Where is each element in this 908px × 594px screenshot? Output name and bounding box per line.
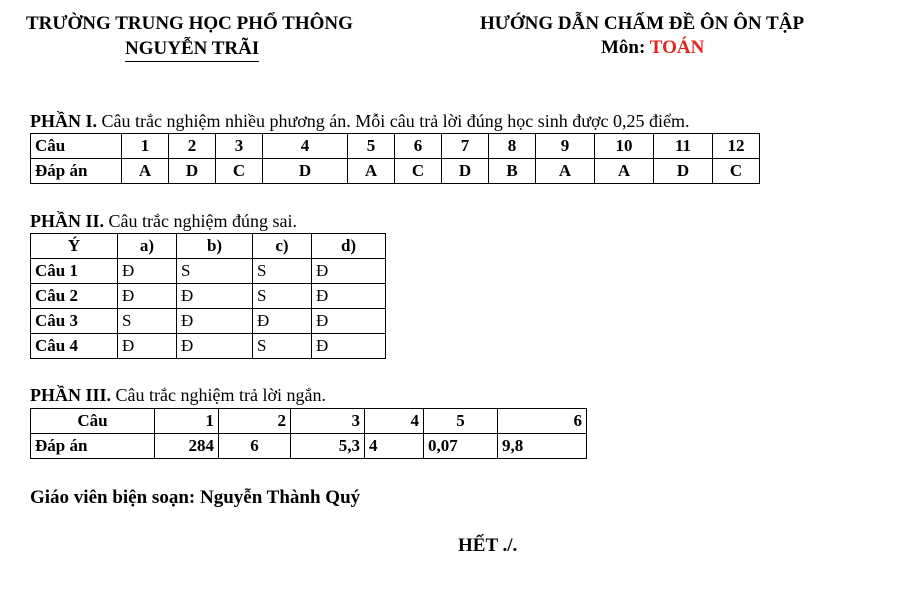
- part3-answer-cell: 5,3: [291, 434, 365, 459]
- part3-question-row: [31, 409, 587, 434]
- part1-question-number: 7: [442, 134, 489, 159]
- part2-row-label: Câu 1: [31, 259, 118, 284]
- part2-answer-table: [30, 233, 386, 359]
- part1-answer-cell: A: [536, 159, 595, 184]
- part3-answer-cell: 284: [155, 434, 219, 459]
- part1-answer-cell: C: [713, 159, 760, 184]
- part2-row: [31, 334, 386, 359]
- part2-cell: S: [253, 334, 312, 359]
- part2-cell: S: [253, 259, 312, 284]
- part2-row: [31, 259, 386, 284]
- part2-header-cell: d): [312, 234, 386, 259]
- part2-cell: Đ: [118, 259, 177, 284]
- part2-cell: Đ: [177, 309, 253, 334]
- document-title: HƯỚNG DẪN CHẤM ĐỀ ÔN ÔN TẬP: [480, 13, 805, 34]
- part2-cell: S: [253, 284, 312, 309]
- part1-answer-label: Đáp án: [31, 159, 122, 184]
- part1-heading: [30, 111, 689, 132]
- part1-question-number: 8: [489, 134, 536, 159]
- part2-cell: Đ: [253, 309, 312, 334]
- part1-answer-cell: D: [169, 159, 216, 184]
- part2-row-label: Câu 3: [31, 309, 118, 334]
- part1-answer-cell: A: [595, 159, 654, 184]
- part3-answer-cell: 9,8: [498, 434, 587, 459]
- part2-header-cell: b): [177, 234, 253, 259]
- part1-question-number: 1: [122, 134, 169, 159]
- part2-cell: Đ: [312, 309, 386, 334]
- end-mark: HẾT ./.: [458, 535, 518, 556]
- part1-question-label: Câu: [31, 134, 122, 159]
- part1-answer-cell: C: [395, 159, 442, 184]
- part3-question-number: 2: [219, 409, 291, 434]
- part2-cell: Đ: [177, 284, 253, 309]
- part3-answer-table: [30, 408, 587, 459]
- part3-heading: [30, 385, 326, 406]
- part2-title: PHẦN II.: [30, 211, 105, 231]
- part3-question-number: 5: [424, 409, 498, 434]
- part3-question-number: 3: [291, 409, 365, 434]
- part2-header-row: [31, 234, 386, 259]
- part1-answer-cell: A: [122, 159, 169, 184]
- part1-answer-cell: D: [263, 159, 348, 184]
- part1-question-number: 10: [595, 134, 654, 159]
- part2-row-label: Câu 2: [31, 284, 118, 309]
- part2-header-cell: a): [118, 234, 177, 259]
- part3-question-label: Câu: [31, 409, 155, 434]
- part2-cell: Đ: [177, 334, 253, 359]
- subject-label: Môn:: [601, 37, 646, 58]
- part3-answer-label: Đáp án: [31, 434, 155, 459]
- part3-description: Câu trắc nghiệm trả lời ngắn.: [115, 385, 326, 405]
- part2-cell: Đ: [312, 334, 386, 359]
- author-line: Giáo viên biện soạn: Nguyễn Thành Quý: [30, 487, 361, 508]
- part3-question-number: 6: [498, 409, 587, 434]
- part2-cell: Đ: [118, 334, 177, 359]
- part2-heading: [30, 211, 297, 232]
- part1-question-number: 4: [263, 134, 348, 159]
- part2-header-cell: c): [253, 234, 312, 259]
- part3-answer-cell: 4: [365, 434, 424, 459]
- part1-answer-table: [30, 133, 760, 184]
- part1-answer-cell: D: [654, 159, 713, 184]
- part1-question-row: [31, 134, 760, 159]
- subject-line: [601, 37, 704, 59]
- part3-question-number: 4: [365, 409, 424, 434]
- part1-question-number: 9: [536, 134, 595, 159]
- part1-question-number: 11: [654, 134, 713, 159]
- part3-answer-row: [31, 434, 587, 459]
- part2-row: [31, 309, 386, 334]
- part2-row: [31, 284, 386, 309]
- part2-cell: S: [118, 309, 177, 334]
- part2-cell: S: [177, 259, 253, 284]
- part3-question-number: 1: [155, 409, 219, 434]
- part1-answer-row: [31, 159, 760, 184]
- part1-question-number: 5: [348, 134, 395, 159]
- part3-answer-cell: 6: [219, 434, 291, 459]
- part2-cell: Đ: [118, 284, 177, 309]
- part3-title: PHẦN III.: [30, 385, 112, 405]
- part3-answer-cell: 0,07: [424, 434, 498, 459]
- part1-question-number: 3: [216, 134, 263, 159]
- part2-header-cell: Ý: [31, 234, 118, 259]
- part2-row-label: Câu 4: [31, 334, 118, 359]
- part1-question-number: 2: [169, 134, 216, 159]
- part1-answer-cell: A: [348, 159, 395, 184]
- part1-answer-cell: C: [216, 159, 263, 184]
- school-name-line1: TRƯỜNG TRUNG HỌC PHỔ THÔNG: [26, 13, 353, 34]
- part1-question-number: 6: [395, 134, 442, 159]
- subject-value: TOÁN: [649, 37, 705, 58]
- part1-answer-cell: B: [489, 159, 536, 184]
- part1-title: PHẦN I.: [30, 111, 97, 131]
- part2-description: Câu trắc nghiệm đúng sai.: [108, 211, 297, 231]
- part2-cell: Đ: [312, 284, 386, 309]
- part1-description: Câu trắc nghiệm nhiều phương án. Mỗi câu trả lời đúng học sinh được 0,25 điểm.: [101, 111, 690, 131]
- part1-answer-cell: D: [442, 159, 489, 184]
- part2-cell: Đ: [312, 259, 386, 284]
- school-name-line2: NGUYỄN TRÃI: [125, 37, 259, 62]
- part1-question-number: 12: [713, 134, 760, 159]
